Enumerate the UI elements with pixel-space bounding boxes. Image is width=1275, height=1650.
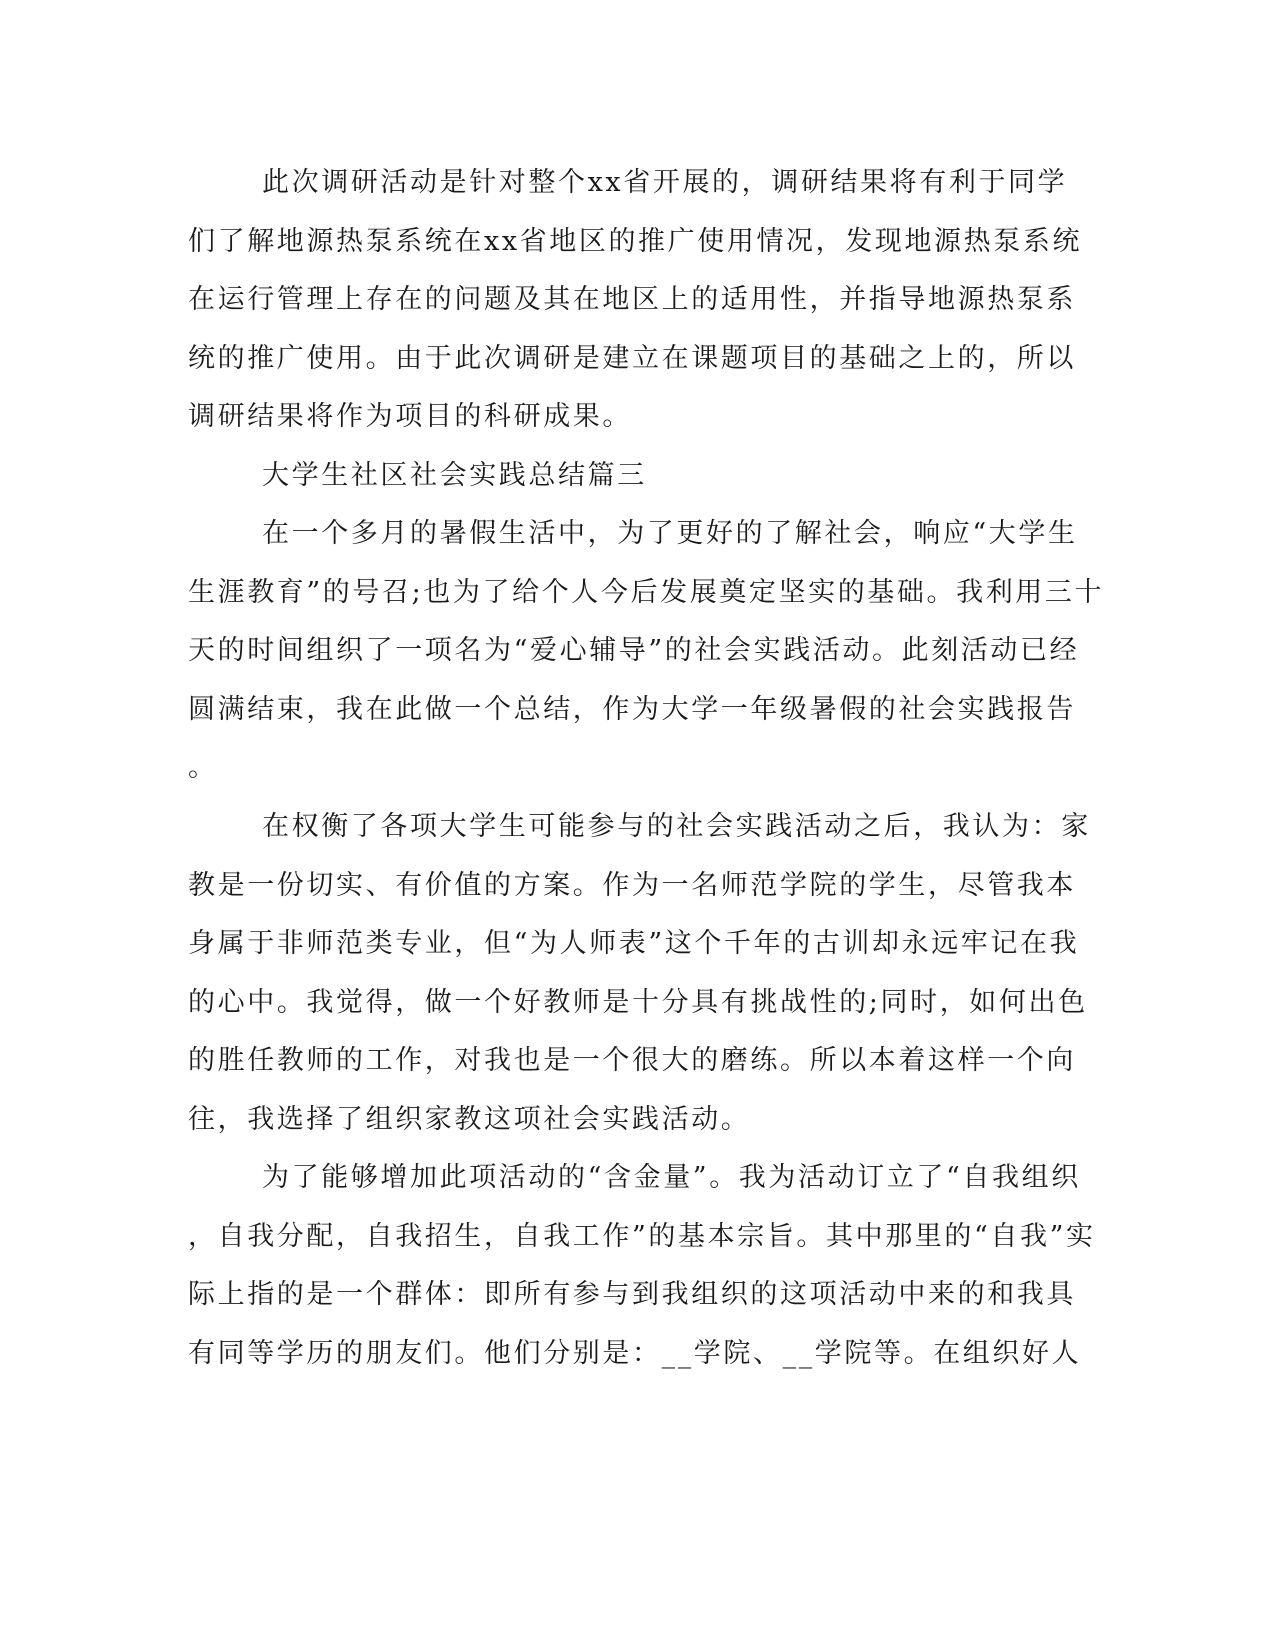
paragraph-line: 此次调研活动是针对整个xx省开展的，调研结果将有利于同学	[262, 167, 1068, 198]
paragraph-line: 的胜任教师的工作，对我也是一个很大的磨练。所以本着这样一个向	[188, 1045, 1076, 1076]
paragraph-line: 在一个多月的暑假生活中，为了更好的了解社会，响应“大学生	[262, 518, 1078, 549]
paragraph-line: 统的推广使用。由于此次调研是建立在课题项目的基础之上的，所以	[188, 343, 1076, 374]
paragraph-line: 的心中。我觉得，做一个好教师是十分具有挑战性的;同时，如何出色	[188, 987, 1088, 1018]
paragraph-line: 为了能够增加此项活动的“含金量”。我为活动订立了“自我组织	[262, 1162, 1081, 1193]
paragraph-line: 圆满结束，我在此做一个总结，作为大学一年级暑假的社会实践报告	[188, 694, 1076, 725]
paragraph-line: 教是一份切实、有价值的方案。作为一名师范学院的学生，尽管我本	[188, 870, 1076, 901]
paragraph-line: 生涯教育”的号召;也为了给个人今后发展奠定坚实的基础。我利用三十	[188, 577, 1105, 608]
paragraph-line: 。	[188, 752, 218, 783]
paragraph-line: 际上指的是一个群体：即所有参与到我组织的这项活动中来的和我具	[188, 1279, 1076, 1310]
paragraph-line: 有同等学历的朋友们。他们分别是：__学院、__学院等。在组织好人	[188, 1338, 1082, 1369]
paragraph-line: ，自我分配，自我招生，自我工作”的基本宗旨。其中那里的“自我”实	[188, 1221, 1096, 1252]
paragraph-line: 在运行管理上存在的问题及其在地区上的适用性，并指导地源热泵系	[188, 284, 1076, 315]
section-heading: 大学生社区社会实践总结篇三	[262, 460, 647, 491]
paragraph-line: 们了解地源热泵系统在xx省地区的推广使用情况，发现地源热泵系统	[188, 226, 1083, 257]
paragraph-line: 调研结果将作为项目的科研成果。	[188, 401, 632, 432]
paragraph-line: 在权衡了各项大学生可能参与的社会实践活动之后，我认为：家	[262, 811, 1091, 842]
paragraph-line: 往，我选择了组织家教这项社会实践活动。	[188, 1104, 751, 1135]
paragraph-line: 天的时间组织了一项名为“爱心辅导”的社会实践活动。此刻活动已经	[188, 635, 1080, 666]
paragraph-line: 身属于非师范类专业，但“为人师表”这个千年的古训却永远牢记在我	[188, 928, 1080, 959]
